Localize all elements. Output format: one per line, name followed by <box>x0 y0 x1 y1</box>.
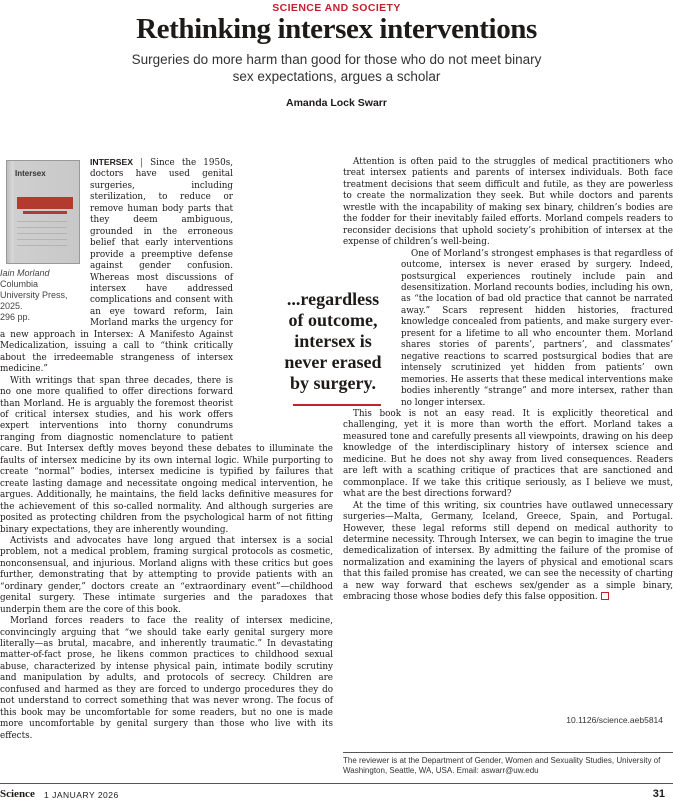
lead-kicker: INTERSEX <box>90 157 133 167</box>
paragraph: This book is not an easy read. It is explicitly theoretical and challenging, yet it is more than worth the effort. Morland takes a measured tone and carefully presents all viewpoints, drawing on his deep knowledge of the interdisciplinary history of intersex science and medicine. But he does not shy away from lived consequences. Readers are left with a scathing critique of practices that are sanctioned and commonplace. If we take this critique seriously, as I believe we must, what are the best directions forward? <box>343 408 673 500</box>
paragraph: Attention is often paid to the struggles of medical practitioners who treat intersex patients and parents of intersex individuals. Both face treatment decisions that seem difficult and futile, as they are powerless to create the normalization they seek. But while doctors and parents wrestle with the incapability of making sex binary, children’s bodies are the fodder for their inevitably failed efforts. Morland compels readers to reconsider decisions that uphold society’s prohibition of intersex at the expense of children’s well-being. <box>343 157 673 248</box>
article-deck: Surgeries do more harm than good for those who do not meet binary sex expectations, argues a scholar <box>131 52 542 84</box>
article-title: Rethinking intersex interventions <box>136 13 537 45</box>
paragraph: With writings that span three decades, there is no one more qualified to offer directions forward than Morland. He is arguably the foremost theorist of critical intersex studies, and his work offers expert interventions into thorny conundrums ranging from diagnostic nomenclature to patient care. But Intersex deftly moves beyond these debates to illuminate the faults of intersex medicine by its own internal logic. While purporting to create “normal” bodies, intersex medicine is typified by failures that create lasting damage and necessitate ongoing medical intervention, he argues. Additionally, he maintains, the field lacks definitive measures for the achievement of this so-called normality. And although surgeries are posited as protecting children from the psychological harm of not fitting binary expectations, they are inherently wounding. <box>0 375 333 535</box>
paragraph <box>343 501 673 604</box>
reviewer-note: The reviewer is at the Department of Gender, Women and Sexuality Studies, University of Washington, Seattle, WA, USA. Email: aswarr@uw.edu <box>343 756 661 775</box>
book-caption-pages: 296 pp. <box>0 312 31 322</box>
paragraph: One of Morland’s strongest emphases is that regardless of outcome, intersex is never erased by surgery. Indeed, postsurgical experiences routinely include pain and desensitization. Morland recounts bodies, including his own, as “the location of bad old practice that cannot be narrated away.” Scars represent hidden histories, fractured knowledge concealed from patients, and make surgery ever-present for a lifetime to all who encounter them. Morland shares stories of parents’, partners’, and classmates’ negative reactions to scarred postsurgical bodies that are intensely scrutinized yet hidden from patients’ own memories. He asserts that these medical interventions make bodies inherently “strange” and more intersex, rather than no longer intersex. <box>401 248 673 408</box>
lead-separator: | <box>140 158 144 168</box>
paragraph-text: Since the 1950s, doctors have used genital surgeries, including sterilization, to reduce or remove human body parts that they deem ambiguous, grounded in the erroneous belief that early interventions provide a preemptive defense against gender confusion. Whereas most discussions of intersex have addressed complications and consent with an eye toward reform, Iain Morland marks the urgency for a new approach in Intersex: A Manifesto Against Medicalization, issuing a call to “think critically about the irredeemable strangeness of intersex medicine.” <box>0 158 233 375</box>
footer-journal-name: Science <box>0 788 35 800</box>
article-column-left <box>0 157 333 742</box>
footer-page-number: 31 <box>652 788 665 800</box>
footer-divider <box>0 783 673 784</box>
author-byline: Amanda Lock Swarr <box>286 97 387 109</box>
book-image-wrap-space <box>0 157 90 322</box>
doi-link[interactable]: 10.1126/science.aeb5814 <box>566 715 663 725</box>
note-divider <box>343 752 673 753</box>
pull-quote-rule <box>293 404 381 406</box>
article-column-right <box>343 157 673 604</box>
book-caption-publisher: Columbia University Press, 2025. <box>0 279 68 311</box>
book-caption-author: Iain Morland <box>0 268 50 278</box>
pull-quote: ...regardless of outcome, intersex is never erased by surgery. <box>284 289 382 393</box>
paragraph-text: At the time of this writing, six countries have outlawed unnecessary surgeries—Malta, Germany, Iceland, Greece, Spain, and Portugal. However, these legal reforms still depend on medical authority to determine necessity. Through Intersex, we can begin to imagine the true demedicalization of intersex. By admitting the failure of the promise of normalization and examining the layers of physical and emotional scars that this failed promise has created, we can see the necessity of charting a new way forward that eschews sex/gender as a simple binary, embracing those whose bodies defy this false opposition. <box>343 500 673 603</box>
footer-issue-date: 1 JANUARY 2026 <box>44 790 119 800</box>
book-cover-title: Intersex <box>15 169 46 178</box>
end-mark-icon <box>601 592 609 600</box>
section-label: SCIENCE AND SOCIETY <box>272 2 401 14</box>
paragraph: Morland forces readers to face the reality of intersex medicine, convincingly arguing that “we should take early genital surgery more literally—as brutal, macabre, and inherently traumatic.” In devastating matter-of-fact prose, he likens common practices to childhood sexual abuse, characterized by intense physical pain, intimate bodily scrutiny and manipulation by adults, and protocols of secrecy. Children are confused and harmed as they are forced to undergo procedures they do not understand to correct something that was never wrong. The focus of this book may be uncomfortable for some readers, but no one is made more uncomfortable by genital surgery than those who live with its effects. <box>0 616 333 741</box>
paragraph: Activists and advocates have long argued that intersex is a social problem, not a medical problem, framing surgical protocols as cosmetic, nonconsensual, and injurious. Morland aligns with these critics but goes further, demonstrating that by attempting to provide patients with an “ordinary gender,” doctors create an “extraordinary event”—childhood genital surgery. These intimate surgeries and the paradoxes that underpin them are the core of this book. <box>0 535 333 615</box>
